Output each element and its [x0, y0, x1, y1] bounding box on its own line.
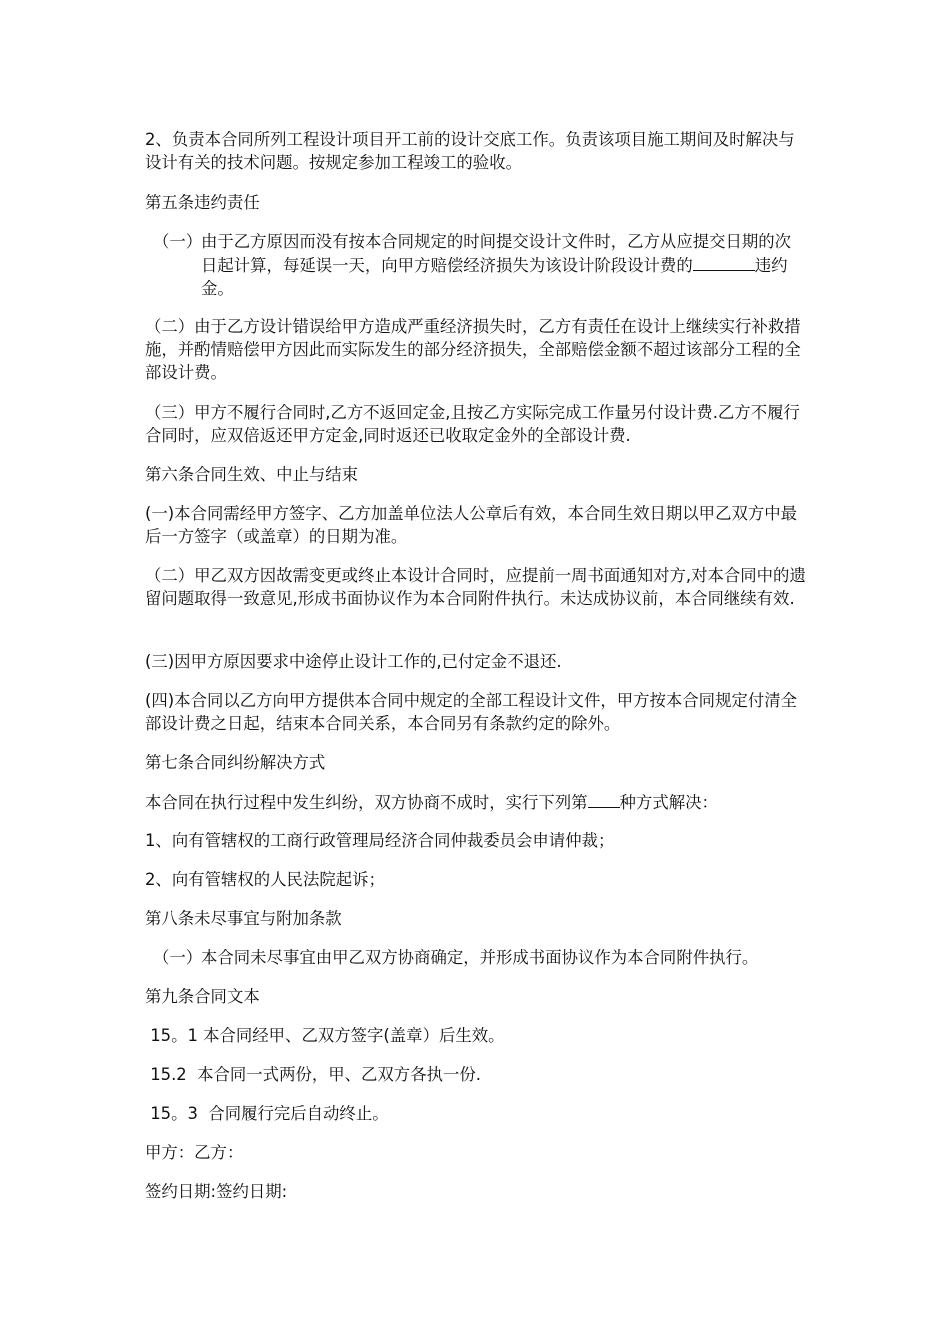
paragraph-5-3: （三）甲方不履行合同时,乙方不返回定金,且按乙方实际完成工作量另付设计费.乙方不履行合同时，应双倍返还甲方定金,同时返还已收取定金外的全部设计费.	[145, 403, 800, 445]
paragraph-5-2: （二）由于乙方设计错误给甲方造成严重经济损失时，乙方有责任在设计上继续实行补救措施，并酌情赔偿甲方因此而实际发生的部分经济损失，全部赔偿金额不超过该部分工程的全部设计费。	[145, 317, 801, 382]
item-number: （一）	[153, 232, 203, 251]
paragraph-6-3: (三)因甲方原因要求中途停止设计工作的,已付定金不退还.	[145, 652, 562, 671]
signature-parties: 甲方：乙方：	[145, 1143, 244, 1162]
paragraph-9-3: 15。3 合同履行完后自动终止。	[145, 1104, 389, 1123]
paragraph-7-intro	[145, 790, 807, 814]
paragraph-5-1-text: 由于乙方原因而没有按本合同规定的时间提交设计文件时，乙方从应提交日期的次日起计算，每延误一天，向甲方赔偿经济损失为该设计阶段设计费的	[201, 232, 792, 275]
fill-blank	[693, 253, 755, 271]
paragraph-6-2: （二）甲乙双方因故需变更或终止本设计合同时，应提前一周书面通知对方,对本合同中的遗留问题取得一致意见,形成书面协议作为本合同附件执行。未达成协议前，本合同继续有效.	[145, 566, 806, 608]
signature-dates: 签约日期:签约日期:	[145, 1182, 288, 1201]
paragraph-5-1-tail: 违约金。	[201, 256, 788, 298]
paragraph-8-1	[145, 946, 807, 969]
paragraph-6-4: (四)本合同以乙方向甲方提供本合同中规定的全部工程设计文件，甲方按本合同规定付清全部设计费之日起，结束本合同关系，本合同另有条款约定的除外。	[145, 691, 798, 733]
section-heading-6: 第六条合同生效、中止与结束	[145, 465, 359, 484]
fill-blank	[588, 790, 620, 808]
section-heading-9: 第九条合同文本	[145, 987, 260, 1006]
paragraph-7-option-1: 1、向有管辖权的工商行政管理局经济合同仲裁委员会申请仲裁；	[145, 831, 615, 850]
paragraph-9-2: 15.2 本合同一式两份，甲、乙双方各执一份.	[145, 1065, 481, 1084]
item-number: （一）	[153, 948, 203, 967]
paragraph-5-1	[145, 230, 807, 300]
section-heading-8: 第八条未尽事宜与附加条款	[145, 909, 342, 928]
paragraph-7-intro-text: 本合同在执行过程中发生纠纷，双方协商不成时，实行下列第	[145, 793, 588, 812]
paragraph-7-intro-tail: 种方式解决：	[619, 793, 718, 812]
section-heading-5: 第五条违约责任	[145, 193, 260, 212]
paragraph-7-option-2: 2、向有管辖权的人民法院起诉；	[145, 870, 385, 889]
paragraph-6-1: (一)本合同需经甲方签字、乙方加盖单位法人公章后有效，本合同生效日期以甲乙双方中最后一方签字（或盖章）的日期为准。	[145, 504, 798, 546]
section-heading-7: 第七条合同纠纷解决方式	[145, 753, 326, 772]
paragraph-design-disclosure: 2、负责本合同所列工程设计项目开工前的设计交底工作。负责该项目施工期间及时解决与设计有关的技术问题。按规定参加工程竣工的验收。	[145, 130, 795, 172]
paragraph-9-1: 15。1 本合同经甲、乙双方签字(盖章）后生效。	[145, 1026, 505, 1045]
paragraph-8-1-text: 本合同未尽事宜由甲乙双方协商确定，并形成书面协议作为本合同附件执行。	[201, 948, 759, 967]
